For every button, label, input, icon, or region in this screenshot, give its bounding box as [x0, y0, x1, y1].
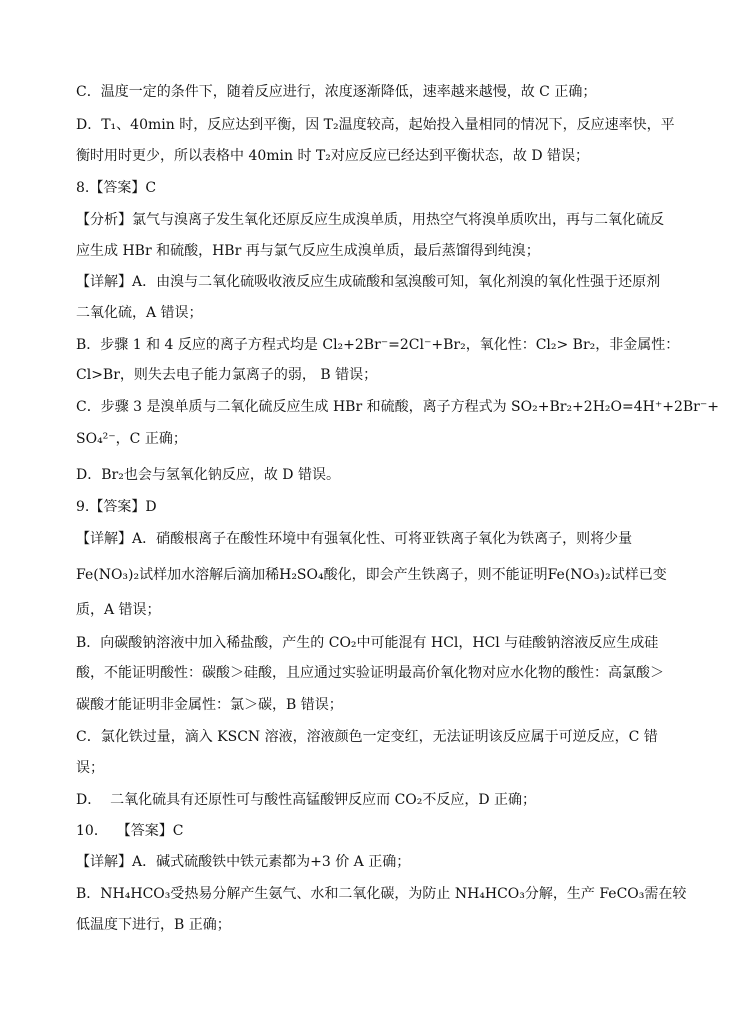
text-line: D．T₁、40min 时，反应达到平衡，因 T₂温度较高，起始投入量相同的情况下，反应速率快，平: [76, 117, 675, 133]
text-line: Cl>Br，则失去电子能力氯离子的弱， B 错误；: [76, 367, 378, 383]
text-line: 【分析】氯气与溴离子发生氧化还原反应生成溴单质，用热空气将溴单质吹出，再与二氧化硫反: [76, 212, 664, 228]
text-line: 酸，不能证明酸性：碳酸＞硅酸，且应通过实验证明最高价氧化物对应水化物的酸性：高氯酸＞: [76, 665, 664, 681]
text-line: B．步骤 1 和 4 反应的离子方程式均是 Cl₂+2Br⁻=2Cl⁻+Br₂，氧化性：Cl₂> Br₂，非金属性：: [76, 337, 680, 353]
answer-heading: 9.【答案】D: [76, 499, 157, 515]
text-line: 【详解】A．碱式硫酸铁中铁元素都为+3 价 A 正确；: [76, 854, 411, 870]
text-line: B．向碳酸钠溶液中加入稀盐酸，产生的 CO₂中可能混有 HCl，HCl 与硅酸钠溶液反应生成硅: [76, 635, 659, 651]
text-line: 应生成 HBr 和硫酸，HBr 再与氯气反应生成溴单质，最后蒸馏得到纯溴；: [76, 243, 540, 259]
text-line: 碳酸才能证明非金属性：氯＞碳，B 错误；: [76, 697, 343, 713]
text-line: D．Br₂也会与氢氧化钠反应，故 D 错误。: [76, 467, 340, 483]
text-line: SO₄²⁻，C 正确；: [76, 431, 187, 447]
text-line: C．氯化铁过量，滴入 KSCN 溶液，溶液颜色一定变红，无法证明该反应属于可逆反应，C 错: [76, 729, 658, 745]
text-line: C．步骤 3 是溴单质与二氧化硫反应生成 HBr 和硫酸，离子方程式为 SO₂+Br₂+2H₂O=4H⁺+2Br⁻+: [76, 399, 719, 415]
text-line: 误；: [76, 760, 104, 776]
text-line: 【详解】A．硝酸根离子在酸性环境中有强氧化性、可将亚铁离子氧化为铁离子，则将少量: [76, 531, 633, 547]
text-line: 二氧化硫，A 错误；: [76, 305, 203, 321]
answer-heading: 8.【答案】C: [76, 180, 157, 196]
text-line: 【详解】A．由溴与二氧化硫吸收液反应生成硫酸和氢溴酸可知，氧化剂溴的氧化性强于还原剂: [76, 274, 661, 290]
text-line: 质，A 错误；: [76, 602, 161, 618]
text-line: Fe(NO₃)₂试样加水溶解后滴加稀H₂SO₄酸化，即会产生铁离子，则不能证明Fe(NO₃)₂试样已变: [76, 567, 667, 583]
text-line: 衡时用时更少，所以表格中 40min 时 T₂对应反应已经达到平衡状态，故 D 错误；: [76, 148, 590, 164]
text-line: B．NH₄HCO₃受热易分解产生氨气、水和二氧化碳，为防止 NH₄HCO₃分解，生产 FeCO₃需在较: [76, 886, 687, 902]
text-line: D． 二氧化硫具有还原性可与酸性高锰酸钾反应而 CO₂不反应，D 正确；: [76, 792, 537, 808]
text-line: 低温度下进行，B 正确；: [76, 917, 231, 933]
answer-heading: 10． 【答案】C: [76, 823, 184, 839]
text-line: C．温度一定的条件下，随着反应进行，浓度逐渐降低，速率越来越慢，故 C 正确；: [76, 84, 597, 100]
